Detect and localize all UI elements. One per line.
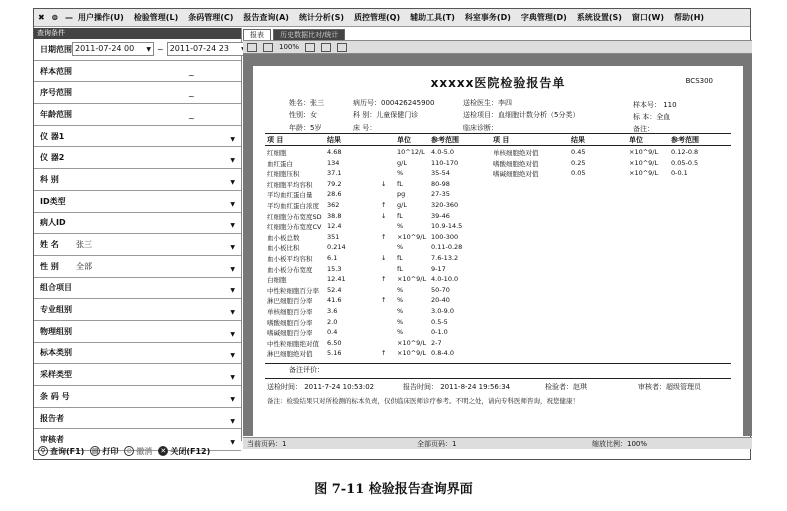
test-cell: 10.9-14.5	[431, 222, 463, 231]
test-name: 血小板平均容积	[267, 255, 313, 263]
patient-dept: 科 别：儿童保健门诊	[353, 111, 419, 119]
test-cell: %	[397, 296, 404, 305]
menu-report[interactable]: 报告查询(A)	[243, 13, 289, 22]
menu-tools[interactable]: 辅助工具(T)	[410, 13, 455, 22]
query-field-row	[34, 408, 241, 430]
column-header: 结果	[571, 136, 585, 144]
column-header: 单位	[397, 136, 411, 144]
cancel-button[interactable]: ⊘ 撤消	[124, 446, 152, 457]
save-icon[interactable]	[337, 43, 347, 52]
test-name: 中性粒细胞百分率	[267, 286, 319, 295]
test-cell: 5.16	[327, 349, 342, 358]
menu-barcode[interactable]: 条码管理(C)	[188, 13, 234, 22]
field-label: 物理组别	[40, 326, 72, 336]
menu-qc[interactable]: 质控管理(Q)	[354, 13, 401, 22]
query-field-row	[34, 126, 241, 148]
test-cell: %	[397, 307, 404, 315]
field-label: 序号范围	[40, 88, 72, 98]
chevron-down-icon[interactable]: ▼	[230, 309, 235, 317]
column-header: 单位	[629, 136, 643, 144]
test-cell: 0.05-0.5	[671, 158, 699, 167]
test-cell: 0.11-0.28	[431, 243, 463, 252]
zoom-icon[interactable]	[305, 43, 315, 52]
chevron-down-icon[interactable]: ▼	[230, 157, 235, 165]
chevron-down-icon[interactable]: ▼	[230, 222, 235, 230]
print-icon: ▤	[92, 447, 99, 455]
test-name: 单核细胞百分率	[267, 308, 313, 316]
test-name: 单核细胞绝对值	[493, 149, 539, 157]
field-label: 仪 器2	[40, 153, 65, 163]
sample-no: 样本号： 110	[633, 101, 677, 109]
chevron-down-icon[interactable]: ▼	[230, 330, 235, 338]
test-cell: fL	[397, 264, 403, 273]
flag-icon: ↑	[381, 275, 387, 284]
flag-icon: ↓	[381, 254, 387, 262]
test-name: 红细胞平均容积	[267, 180, 313, 189]
chevron-down-icon[interactable]: ▼	[230, 178, 235, 186]
report-title: xxxxx医院检验报告单	[430, 76, 566, 90]
query-button[interactable]: ⚲ 查询(F1)	[38, 446, 84, 457]
action-bar	[34, 441, 242, 461]
field-input[interactable]	[74, 237, 241, 252]
test-cell: 41.6	[327, 296, 342, 305]
test-cell: 6.1	[327, 254, 338, 262]
field-label: 姓 名	[40, 240, 59, 250]
test-name: 血小板比积	[267, 244, 300, 253]
test-cell: ×10^9/L	[629, 148, 659, 156]
query-field-row	[34, 278, 241, 300]
field-label: 样本范围	[40, 66, 72, 76]
flag-icon: ↑	[381, 349, 387, 358]
test-cell: 7.6-13.2	[431, 254, 459, 262]
test-cell: 0.45	[571, 148, 586, 156]
report-area	[243, 28, 752, 461]
comment-label: 备注评价：	[289, 366, 324, 374]
refresh-icon[interactable]	[247, 43, 257, 52]
specimen: 标 本：全血	[633, 113, 671, 121]
column-header: 参考范围	[431, 136, 459, 144]
range-sep: ~	[188, 70, 195, 80]
report-time: 报告时间： 2011-8-24 19:56:34	[403, 383, 511, 391]
test-cell: 4.0-10.0	[431, 275, 459, 284]
test-cell: 0.214	[327, 243, 346, 252]
status-current-page: 当前页码：1	[247, 439, 287, 448]
search-icon: ⚲	[38, 446, 48, 456]
date-sep: ~	[157, 44, 164, 54]
print-button[interactable]: ▤ 打印	[92, 446, 119, 456]
field-label: 报告者	[40, 413, 64, 423]
test-name: 嗜酸细胞绝对值	[493, 159, 539, 168]
menu-help[interactable]: 帮助(H)	[674, 13, 705, 22]
test-cell: 10^12/L	[397, 148, 425, 156]
test-name: 血小板总数	[267, 233, 300, 242]
chevron-down-icon[interactable]: ▼	[146, 46, 151, 54]
test-cell: 4.0-5.0	[431, 148, 455, 156]
column-header: 项 目	[267, 136, 284, 144]
test-name: 红细胞分布宽度CV	[267, 223, 322, 232]
patient-record: 病历号：000426245900	[353, 99, 435, 107]
menu-bar	[34, 9, 750, 27]
test-cell: ×10^9/L	[397, 338, 427, 347]
test-cell: ×10^9/L	[629, 169, 659, 178]
query-field-row	[34, 82, 241, 104]
test-cell: 100-300	[431, 232, 459, 241]
query-field-row	[34, 321, 241, 343]
chevron-down-icon[interactable]: ▼	[230, 439, 235, 447]
test-cell: 12.41	[327, 275, 346, 284]
test-name: 淋巴细胞绝对值	[267, 350, 313, 359]
test-cell: %	[397, 328, 404, 337]
close-icon: ✕	[158, 446, 168, 456]
field-input[interactable]	[74, 194, 241, 209]
test-cell: 20-40	[431, 296, 450, 305]
field-label: 条 码 号	[40, 391, 70, 401]
system-controls[interactable]: ✖ ⊜ —	[38, 13, 75, 22]
test-name: 平均血红蛋白量	[267, 191, 313, 200]
test-name: 血红蛋白	[267, 159, 293, 168]
export-icon[interactable]	[321, 43, 331, 52]
patient-age: 年龄：5岁	[289, 124, 322, 132]
field-input[interactable]	[74, 302, 241, 317]
test-cell: ×10^9/L	[629, 158, 659, 167]
query-field-row	[34, 256, 241, 278]
test-cell: %	[397, 222, 404, 231]
divider	[265, 133, 731, 134]
tab-strip	[243, 28, 752, 40]
patient-name: 姓名：张三	[289, 99, 324, 107]
field-input[interactable]	[74, 215, 241, 230]
test-name: 平均血红蛋白浓度	[267, 202, 319, 210]
field-label: ID类型	[40, 196, 66, 206]
chevron-down-icon[interactable]: ▼	[230, 417, 235, 425]
column-header: 项 目	[493, 136, 510, 144]
chevron-down-icon[interactable]: ▼	[230, 352, 235, 360]
test-name: 白细胞	[267, 276, 287, 285]
test-cell: 0.05	[571, 169, 586, 178]
chevron-down-icon[interactable]: ▼	[230, 200, 235, 208]
test-cell: 80-98	[431, 179, 450, 188]
patient-note: 备注：	[633, 125, 654, 133]
test-cell: g/L	[397, 158, 407, 167]
test-cell: %	[397, 243, 404, 252]
test-cell: 27-35	[431, 190, 450, 199]
column-header: 结果	[327, 136, 341, 144]
test-cell: fL	[397, 254, 403, 262]
chevron-down-icon[interactable]: ▼	[230, 265, 235, 273]
test-cell: 12.4	[327, 222, 342, 231]
test-cell: 3.0-9.0	[431, 307, 455, 315]
chevron-down-icon[interactable]: ▼	[230, 135, 235, 143]
field-label: 仪 器1	[40, 131, 65, 141]
test-cell: 2-7	[431, 338, 442, 347]
test-cell: 35-54	[431, 169, 450, 178]
query-field-row	[34, 364, 241, 386]
test-cell: 351	[327, 232, 340, 241]
test-cell: 110-170	[431, 158, 459, 167]
test-name: 血小板分布宽度	[267, 265, 313, 274]
report-toolbar	[243, 40, 752, 54]
field-label: 性 别	[40, 261, 59, 271]
field-input[interactable]	[74, 107, 241, 122]
test-cell: ×10^9/L	[397, 349, 427, 358]
test-cell: 28.6	[327, 190, 342, 199]
date-range-label: 日期范围	[40, 44, 72, 54]
menu-dict[interactable]: 字典管理(D)	[520, 13, 567, 22]
test-cell: pg	[397, 190, 406, 199]
field-input[interactable]	[74, 389, 241, 404]
status-zoom: 缩放比例：100%	[592, 439, 648, 448]
field-label: 病人ID	[40, 218, 66, 228]
test-cell: 0.8-4.0	[431, 349, 455, 358]
page-icon[interactable]	[263, 43, 273, 52]
field-label: 组合项目	[40, 283, 72, 293]
flag-icon: ↑	[381, 296, 387, 305]
test-cell: 0.12-0.8	[671, 148, 699, 156]
test-cell: 0-0.1	[671, 169, 688, 178]
query-field-row	[34, 104, 241, 126]
query-field-row	[34, 61, 241, 83]
flag-icon: ↑	[381, 201, 387, 209]
diagnosis: 临床诊断：	[463, 124, 498, 132]
chevron-down-icon[interactable]: ▼	[230, 395, 235, 403]
range-sep: ~	[188, 92, 195, 102]
test-cell: g/L	[397, 201, 407, 209]
test-cell: 0-1.0	[431, 328, 448, 337]
range-sep: ~	[188, 113, 195, 123]
test-cell: 2.0	[327, 317, 338, 326]
query-field-row	[34, 169, 241, 191]
menu-stats[interactable]: 统计分析(S)	[298, 13, 345, 22]
field-input[interactable]	[74, 64, 241, 79]
test-cell: 39-46	[431, 211, 450, 220]
divider	[265, 363, 731, 364]
chevron-down-icon[interactable]: ▼	[230, 244, 235, 252]
send-item: 送检项目：血细胞计数分析（5分类）	[463, 111, 580, 119]
field-label: 标本类别	[40, 348, 72, 358]
test-cell: 362	[327, 201, 340, 209]
test-cell: ×10^9/L	[397, 275, 427, 284]
test-cell: %	[397, 317, 404, 326]
menu-window[interactable]: 窗口(W)	[631, 13, 665, 22]
field-input[interactable]	[74, 280, 241, 295]
test-cell: 9-17	[431, 264, 446, 273]
test-name: 中性粒细胞绝对值	[267, 339, 319, 348]
test-name: 嗜碱细胞百分率	[267, 329, 313, 338]
menu-settings[interactable]: 系统设置(S)	[576, 13, 622, 22]
query-field-row	[34, 147, 241, 169]
field-label: 审核者	[40, 435, 64, 445]
divider	[265, 378, 731, 379]
test-cell: 320-360	[431, 201, 459, 209]
close-button[interactable]: ✕ 关闭(F12)	[158, 446, 210, 457]
field-value: 全部	[76, 261, 92, 271]
menu-user[interactable]: 用户操作(U)	[78, 13, 124, 22]
test-cell: 0.25	[571, 158, 586, 167]
field-label: 科 别	[40, 174, 59, 184]
field-input[interactable]	[74, 172, 241, 187]
field-input[interactable]	[74, 129, 241, 144]
tab-report[interactable]: 报表	[243, 29, 271, 40]
field-label: 年龄范围	[40, 109, 72, 119]
send-time: 送检时间： 2011-7-24 10:53:02	[267, 383, 375, 391]
test-name: 红细胞分布宽度SD	[267, 212, 322, 221]
test-cell: 0.4	[327, 328, 338, 337]
send-doctor: 送检医生：李四	[463, 99, 512, 107]
zoom-value[interactable]: 100%	[279, 43, 300, 51]
test-name: 淋巴细胞百分率	[267, 297, 313, 306]
column-header: 参考范围	[671, 136, 699, 144]
status-bar	[243, 437, 752, 449]
test-cell: %	[397, 169, 404, 178]
query-field-row	[34, 191, 241, 213]
report-code: BCS300	[685, 77, 713, 85]
patient-bed: 床 号：	[353, 124, 377, 132]
query-field-row	[34, 234, 241, 256]
panel-title: 查询条件	[34, 28, 241, 39]
report-sheet	[253, 66, 743, 436]
test-cell: ×10^9/L	[397, 232, 427, 241]
menu-lab[interactable]: 检验管理(L)	[133, 13, 179, 22]
query-field-row	[34, 343, 241, 365]
test-name: 嗜酸细胞百分率	[267, 318, 313, 327]
divider	[265, 145, 731, 146]
query-field-row	[34, 299, 241, 321]
test-cell: 0.5-5	[431, 317, 448, 326]
test-cell: 15.3	[327, 264, 342, 273]
test-name: 红细胞压积	[267, 170, 300, 179]
test-cell: 52.4	[327, 285, 342, 294]
field-label: 专业组别	[40, 305, 72, 315]
field-input[interactable]	[74, 324, 241, 339]
menu-dept[interactable]: 科室事务(D)	[464, 13, 511, 22]
status-total-pages: 全部页码：1	[417, 439, 457, 448]
figure-caption: 图 7-11 检验报告查询界面	[314, 482, 473, 497]
flag-icon: ↑	[381, 232, 387, 241]
report-viewer[interactable]	[243, 54, 752, 436]
flag-icon: ↓	[381, 211, 387, 220]
field-input[interactable]	[74, 259, 241, 274]
field-input[interactable]	[74, 345, 241, 360]
checker: 检验者：赵琪	[545, 383, 587, 391]
test-name: 嗜碱细胞绝对值	[493, 170, 539, 179]
date-from-input[interactable]: 2011-07-24 00 ▼	[72, 42, 154, 56]
test-cell: fL	[397, 211, 403, 220]
field-input[interactable]	[74, 367, 241, 382]
tab-history[interactable]: 历史数据比对/统计	[273, 29, 345, 40]
chevron-down-icon[interactable]: ▼	[230, 287, 235, 295]
flag-icon: ↓	[381, 179, 387, 188]
field-input[interactable]	[74, 150, 241, 165]
cancel-icon: ⊘	[124, 446, 134, 456]
test-cell: 50-70	[431, 285, 450, 294]
test-cell: 134	[327, 158, 340, 167]
date-range-row	[34, 39, 241, 61]
test-cell: fL	[397, 179, 403, 188]
test-cell: 4.68	[327, 148, 342, 156]
test-cell: 37.1	[327, 169, 342, 178]
test-cell: 3.6	[327, 307, 338, 315]
field-label: 采样类型	[40, 370, 72, 380]
date-to-input[interactable]: 2011-07-24 23	[167, 42, 249, 56]
test-cell: 79.2	[327, 179, 342, 188]
lis-window	[33, 8, 751, 460]
query-field-row	[34, 386, 241, 408]
reviewer: 审核者：超级管理员	[638, 383, 701, 391]
query-field-row	[34, 213, 241, 235]
test-name: 红细胞	[267, 149, 287, 157]
field-value: 张三	[76, 240, 92, 250]
test-cell: %	[397, 285, 404, 294]
test-cell: 38.8	[327, 211, 342, 220]
field-input[interactable]	[74, 411, 241, 426]
footer-remark: 备注：检验结果只对所检测的标本负责，仅供临床医师诊疗参考。不明之处，请向专科医师咨询，祝您健康！	[267, 397, 579, 405]
patient-sex: 性别：女	[289, 111, 317, 119]
test-cell: 6.50	[327, 338, 342, 347]
query-panel	[34, 28, 242, 447]
chevron-down-icon[interactable]: ▼	[230, 374, 235, 382]
field-input[interactable]	[74, 85, 241, 100]
